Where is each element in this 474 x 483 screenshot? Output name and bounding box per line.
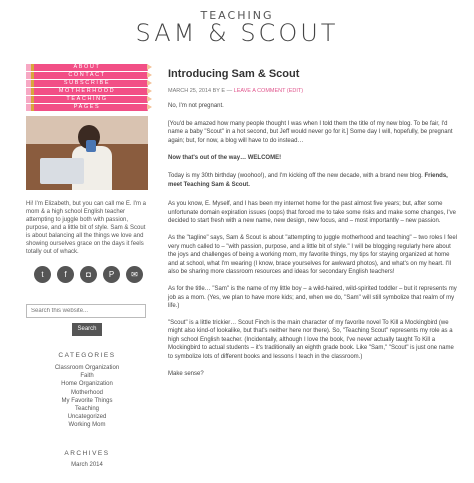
category-link[interactable]: Working Mom [68,422,106,429]
comment-link[interactable]: LEAVE A COMMENT (EDIT) [233,88,304,94]
nav-item-contact[interactable] [26,72,148,79]
author-bio: Hi! I'm Elizabeth, but you can call me E. I'm a mom & a high school English teacher attempting to juggle both with passion, purpose, and a little bit of style. Sam & Scout is about balancing all the things we love and showing ourselves grace on the days it feels totally out of whack. [26,201,147,255]
site-title[interactable]: SAM & SCOUT [135,19,339,47]
post-text: Today is my 30th birthday (woohoo!), and I'm kicking off the new decade, with a brand new blog. [168,172,425,179]
post-date-author: MARCH 25, 2014 BY E [168,88,226,94]
sidebar [26,64,148,283]
search-button[interactable]: Search [72,323,102,336]
post-paragraph: No, I'm not pregnant. [168,103,224,109]
category-link[interactable]: Faith [80,373,94,380]
post-paragraph: [You'd be amazed how many people thought I was when I told them the title of my new blog. To be fair, I'd name a baby "Scout" in a hot second, but Jeff would never go for it.] Some day I will, hopefully, be pregnant again; but, for now, a blog will have to do instead… [168,120,453,144]
category-link[interactable]: Teaching [74,406,100,413]
post-title[interactable]: Introducing Sam & Scout [168,68,300,80]
category-link[interactable]: My Favorite Things [61,397,113,404]
post-paragraph: "Scout" is a little trickier… Scout Finch is the main character of my favorite novel To Kill a Mockingbird (we might also kind-of lookalike, but that's neither here nor there). So, "Teaching Scout" represents my role as a high school English teacher. (Incidentally, although I love the book, I've never actually taught To Kill a Mockingbird to actual students – it's traditionally an eighth grade book. Like "Sam," "Scout" is just one name to symbolize lots of different books and lessons I teach in the classroom.) [168,319,454,361]
nav-label: ABOUT [73,64,101,70]
nav-label: PAGES [73,104,101,110]
facebook-icon[interactable]: f [57,266,74,283]
site-header [0,0,474,60]
nav-label: CONTACT [68,72,106,78]
social-links [26,266,148,283]
post-paragraph [168,172,460,189]
post-paragraph: As the "tagline" says, Sam & Scout is about "attempting to juggle motherhood and teaching" – two roles I feel very much called to – "with passion, purpose, and a little bit of style." I will be blogging regularly here about the joys and challenges of being a working mom, my favorite things, my tips for staying organized at home and at school, what I'm wearing (I know, brace yourselves for awkward photos), and what's on my heart. I'll also be sharing more classroom resources and ideas for secondary English teachers! [168,234,458,276]
post-paragraph: As you know, E. Myself, and I has been my internet home for the past almost five years; but, after some unfortunate domain expiration issues (oops) that forced me to take some risks and make some changes, I've decided to start fresh with a new name, new design, new focus, and – most importantly – new passion. [168,201,456,225]
nav-item-about[interactable] [26,64,148,71]
author-photo [26,116,148,190]
categories-heading: CATEGORIES [58,352,116,359]
category-link[interactable]: Motherhood [70,389,104,396]
archives-list [26,462,148,468]
post-paragraph: Now that's out of the way… WELCOME! [168,155,282,162]
pencil-nav-menu [26,64,148,110]
pinterest-icon[interactable]: P [103,266,120,283]
post-paragraph: As for the title… "Sam" is the name of my little boy – a wild-haired, wild-spirited toddler – but it represents my job as a mom. (Yes, we plan to have more kids; and, when we do, "Sam" will still symbolize that realm of my life.) [168,285,457,310]
nav-item-teaching[interactable] [26,96,148,103]
nav-item-subscribe[interactable] [26,80,148,87]
category-link[interactable]: Classroom Organization [54,365,120,371]
twitter-icon[interactable]: t [34,266,51,283]
post-meta: MARCH 25, 2014 BY E — LEAVE A COMMENT (EDIT) [168,88,304,94]
post-article [168,68,460,378]
nav-label: MOTHERHOOD [58,88,116,94]
nav-item-pages[interactable] [26,104,148,111]
email-icon[interactable]: ✉ [126,266,143,283]
nav-label: SUBSCRIBE [63,80,111,86]
archive-link[interactable]: March 2014 [71,462,103,468]
nav-label: TEACHING [66,96,108,102]
archives-heading: ARCHIVES [64,450,110,457]
category-link[interactable]: Uncategorized [67,414,107,421]
search-input[interactable] [26,304,146,318]
site-subtitle: TEACHING [200,9,274,22]
post-paragraph: Make sense? [168,370,204,377]
post-text-bold: Friends, meet Teaching Sam & Scout. [168,172,448,188]
instagram-icon[interactable]: ◘ [80,266,97,283]
nav-item-motherhood[interactable] [26,88,148,95]
category-link[interactable]: Home Organization [61,381,113,388]
categories-list [26,364,148,430]
